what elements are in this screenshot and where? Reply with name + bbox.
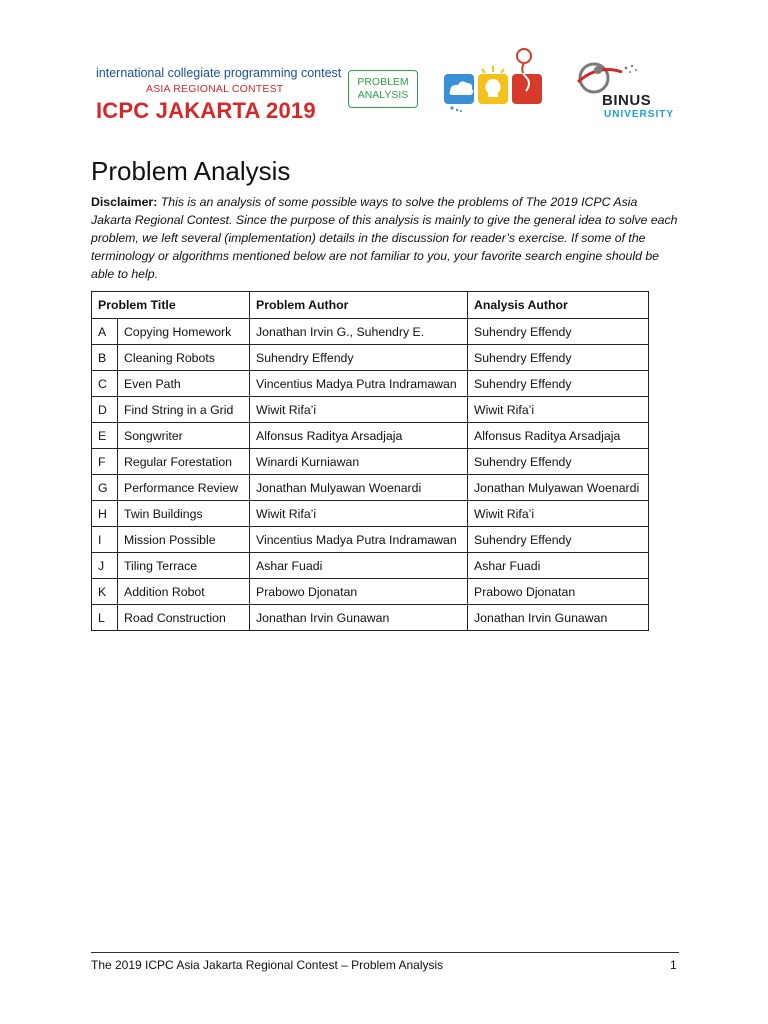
problem-title: Find String in a Grid (118, 397, 250, 423)
problem-author: Winardi Kurniawan (250, 449, 468, 475)
disclaimer-paragraph (91, 193, 681, 283)
analysis-author: Suhendry Effendy (468, 449, 649, 475)
problem-letter: H (92, 501, 118, 527)
icpc-event-title: ICPC JAKARTA 2019 (96, 98, 316, 123)
problem-letter: F (92, 449, 118, 475)
analysis-author: Suhendry Effendy (468, 319, 649, 345)
problem-title: Tiling Terrace (118, 553, 250, 579)
problem-letter: L (92, 605, 118, 631)
problem-author: Suhendry Effendy (250, 345, 468, 371)
problem-author: Jonathan Irvin G., Suhendry E. (250, 319, 468, 345)
binus-name: BINUS (602, 92, 652, 109)
analysis-author: Prabowo Djonatan (468, 579, 649, 605)
problem-author: Vincentius Madya Putra Indramawan (250, 371, 468, 397)
problem-title: Addition Robot (118, 579, 250, 605)
badge-line-2: ANALYSIS (357, 89, 409, 101)
analysis-author: Suhendry Effendy (468, 371, 649, 397)
problem-title: Mission Possible (118, 527, 250, 553)
problem-title: Twin Buildings (118, 501, 250, 527)
badge-line-1: PROBLEM (357, 76, 409, 88)
problem-title: Even Path (118, 371, 250, 397)
problem-author: Jonathan Irvin Gunawan (250, 605, 468, 631)
problem-letter: A (92, 319, 118, 345)
problem-title: Performance Review (118, 475, 250, 501)
problem-table (91, 291, 649, 631)
problem-author: Alfonsus Raditya Arsadjaja (250, 423, 468, 449)
problem-letter: B (92, 345, 118, 371)
problem-author: Wiwit Rifa’i (250, 501, 468, 527)
disclaimer-text: This is an analysis of some possible ways to solve the problems of The 2019 ICPC Asia Jakarta Regional Contest. Since the purpose of this analysis is mainly to give the general idea to solve each problem, we left several (implementation) details in the discussion for reader’s exercise. If some of the terminology or algorithms mentioned below are not familiar to you, your favorite search engine should be able to help. (91, 195, 678, 281)
page-number: 1 (670, 958, 677, 972)
binus-emblem-icon (570, 56, 684, 96)
contest-illustration-icon (440, 44, 550, 116)
analysis-author: Jonathan Irvin Gunawan (468, 605, 649, 631)
problem-author: Jonathan Mulyawan Woenardi (250, 475, 468, 501)
table-row (92, 579, 649, 605)
problem-title: Regular Forestation (118, 449, 250, 475)
table-row (92, 423, 649, 449)
header-problem-author: Problem Author (250, 292, 468, 319)
icpc-tagline: international collegiate programming contest (96, 66, 342, 80)
table-row (92, 553, 649, 579)
problem-author: Vincentius Madya Putra Indramawan (250, 527, 468, 553)
problem-author: Ashar Fuadi (250, 553, 468, 579)
header-problem-title: Problem Title (92, 292, 250, 319)
table-row (92, 449, 649, 475)
page-title: Problem Analysis (91, 156, 291, 186)
problem-letter: I (92, 527, 118, 553)
analysis-author: Wiwit Rifa’i (468, 397, 649, 423)
problem-analysis-badge (348, 70, 418, 108)
table-row (92, 605, 649, 631)
table-row (92, 371, 649, 397)
disclaimer-label: Disclaimer: (91, 195, 158, 209)
footer-text: The 2019 ICPC Asia Jakarta Regional Contest – Problem Analysis (91, 958, 444, 972)
icpc-regional-label: ASIA REGIONAL CONTEST (146, 83, 284, 95)
analysis-author: Suhendry Effendy (468, 527, 649, 553)
problem-letter: D (92, 397, 118, 423)
problem-title: Copying Homework (118, 319, 250, 345)
page-header (92, 40, 684, 140)
problem-title: Songwriter (118, 423, 250, 449)
binus-university-label: UNIVERSITY (604, 109, 675, 120)
balloon-icon (517, 49, 531, 63)
table-row (92, 345, 649, 371)
analysis-author: Ashar Fuadi (468, 553, 649, 579)
problem-letter: E (92, 423, 118, 449)
table-row (92, 475, 649, 501)
table-row (92, 319, 649, 345)
problem-letter: K (92, 579, 118, 605)
footer-divider (91, 952, 679, 953)
table-header-row (92, 292, 649, 319)
problem-letter: J (92, 553, 118, 579)
analysis-author: Wiwit Rifa’i (468, 501, 649, 527)
table-row (92, 527, 649, 553)
problem-letter: G (92, 475, 118, 501)
analysis-author: Suhendry Effendy (468, 345, 649, 371)
binus-logo (570, 56, 684, 122)
problem-author: Wiwit Rifa’i (250, 397, 468, 423)
problem-author: Prabowo Djonatan (250, 579, 468, 605)
problem-title: Road Construction (118, 605, 250, 631)
analysis-author: Jonathan Mulyawan Woenardi (468, 475, 649, 501)
table-row (92, 397, 649, 423)
problem-title: Cleaning Robots (118, 345, 250, 371)
table-row (92, 501, 649, 527)
header-analysis-author: Analysis Author (468, 292, 649, 319)
analysis-author: Alfonsus Raditya Arsadjaja (468, 423, 649, 449)
problem-letter: C (92, 371, 118, 397)
